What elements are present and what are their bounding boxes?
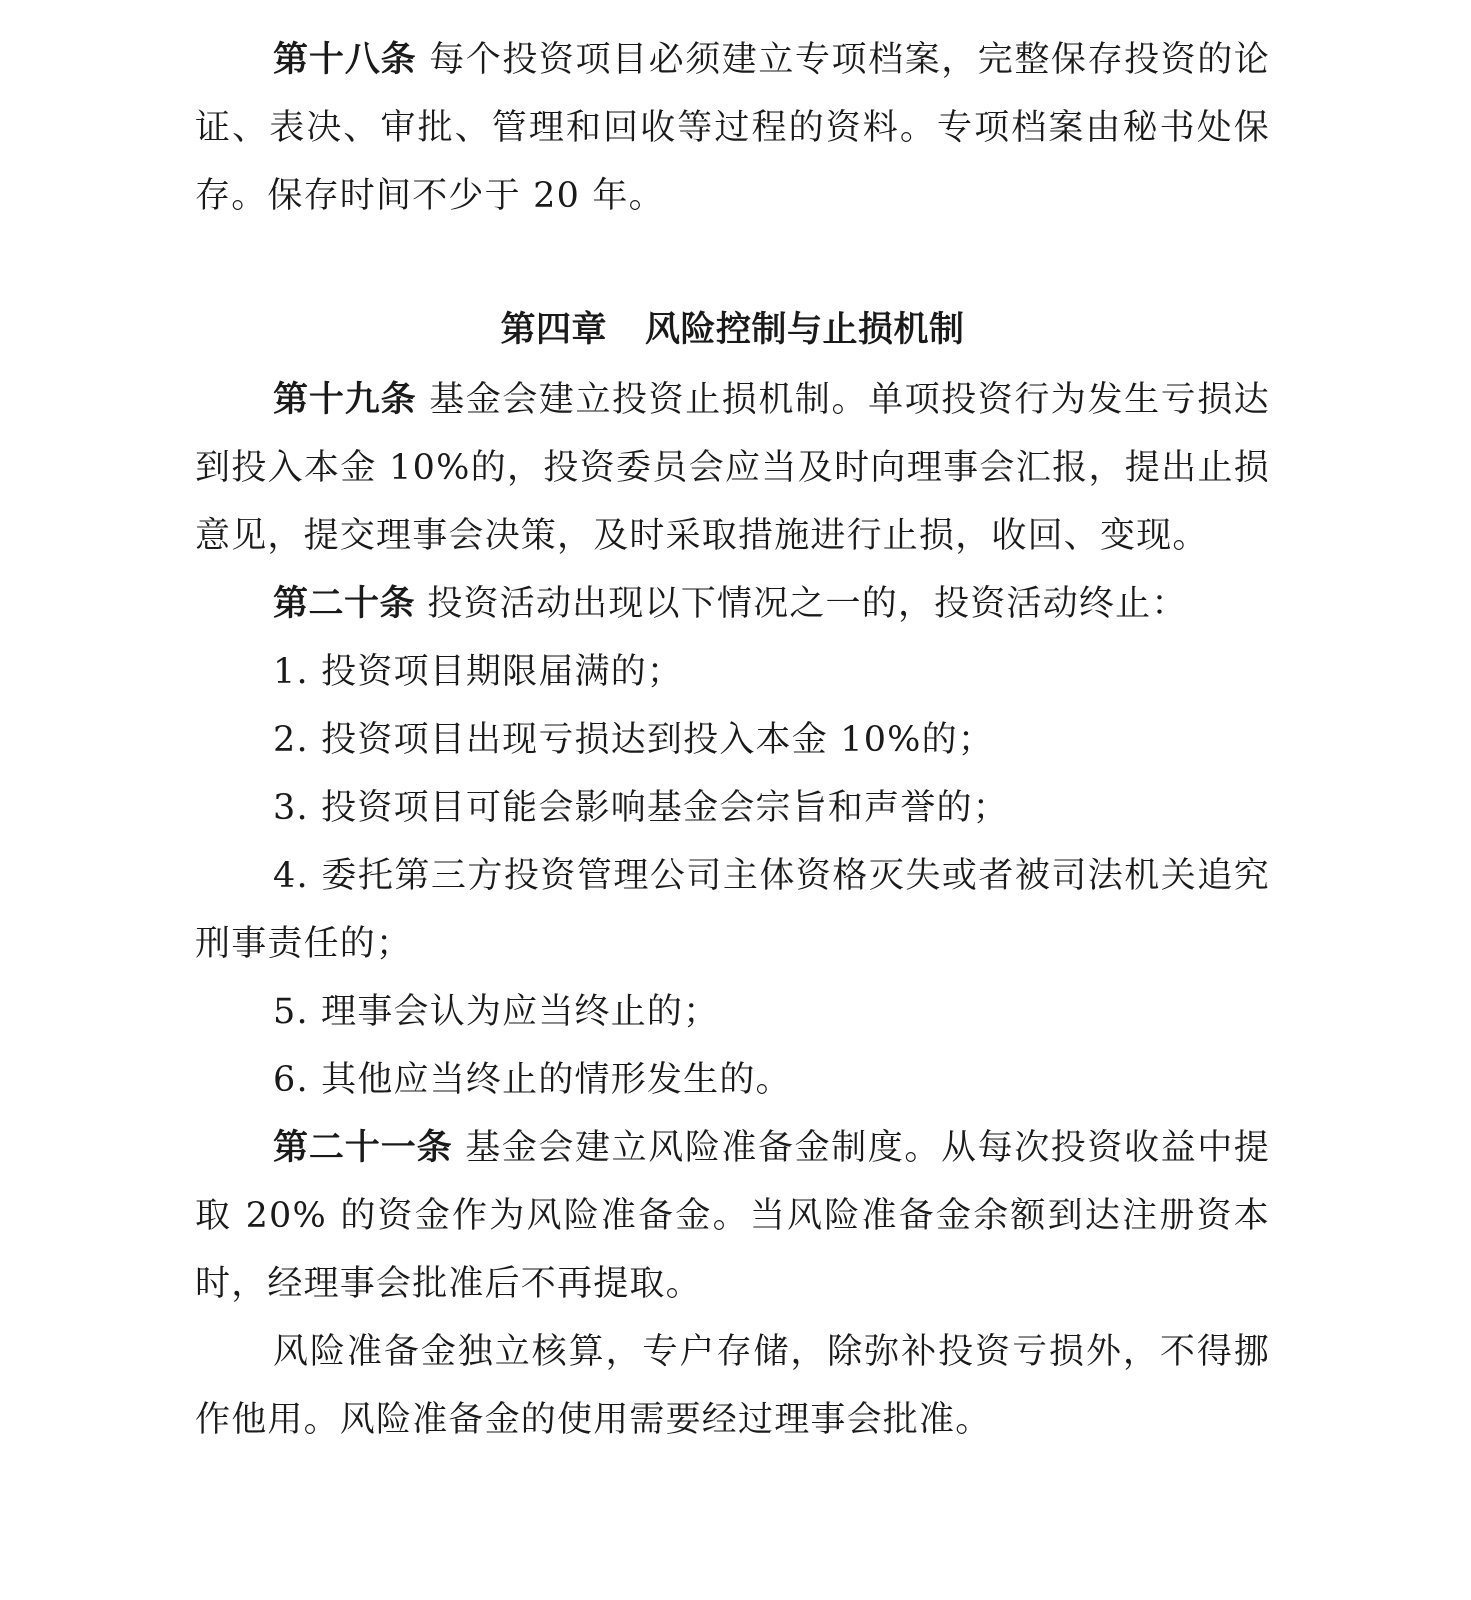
list-item: 2. 投资项目出现亏损达到投入本金 10%的； [273, 720, 995, 760]
list-item: 3. 投资项目可能会影响基金会宗旨和声誉的； [273, 788, 1009, 828]
article-21 [195, 1114, 1270, 1318]
article-18-text: 每个投资项目必须建立专项档案，完整保存投资的论证、表决、审批、管理和回收等过程的资料。专项档案由秘书处保存。保存时间不少于 20 年。 [195, 40, 1270, 216]
article-20-heading: 第二十条 [273, 584, 416, 624]
chapter-name: 风险控制与止损机制 [645, 310, 965, 350]
article-21-text: 基金会建立风险准备金制度。从每次投资收益中提取 20% 的资金作为风险准备金。当风险准备金余额到达注册资本时，经理事会批准后不再提取。 [195, 1128, 1270, 1304]
article-19-text: 基金会建立投资止损机制。单项投资行为发生亏损达到投入本金 10%的，投资委员会应当及时向理事会汇报，提出止损意见，提交理事会决策，及时采取措施进行止损，收回、变现。 [195, 380, 1270, 556]
list-item: 6. 其他应当终止的情形发生的。 [273, 1060, 792, 1100]
article-21-heading: 第二十一条 [273, 1128, 453, 1168]
chapter-number: 第四章 [500, 310, 607, 350]
article-19 [195, 366, 1270, 570]
article-20-text: 投资活动出现以下情况之一的，投资活动终止： [415, 584, 1188, 624]
article-20 [195, 570, 1270, 638]
list-item: 5. 理事会认为应当终止的； [273, 992, 720, 1032]
article-18 [195, 26, 1270, 230]
list-item: 4. 委托第三方投资管理公司主体资格灭失或者被司法机关追究刑事责任的； [195, 856, 1270, 964]
list-item: 1. 投资项目期限届满的； [273, 652, 684, 692]
article-19-heading: 第十九条 [273, 380, 417, 420]
document-page [195, 26, 1270, 1454]
chapter-4-title [195, 230, 1270, 366]
article-21-paragraph-2: 风险准备金独立核算，专户存储，除弥补投资亏损外，不得挪作他用。风险准备金的使用需要经过理事会批准。 [195, 1332, 1270, 1440]
article-18-heading: 第十八条 [273, 40, 417, 80]
